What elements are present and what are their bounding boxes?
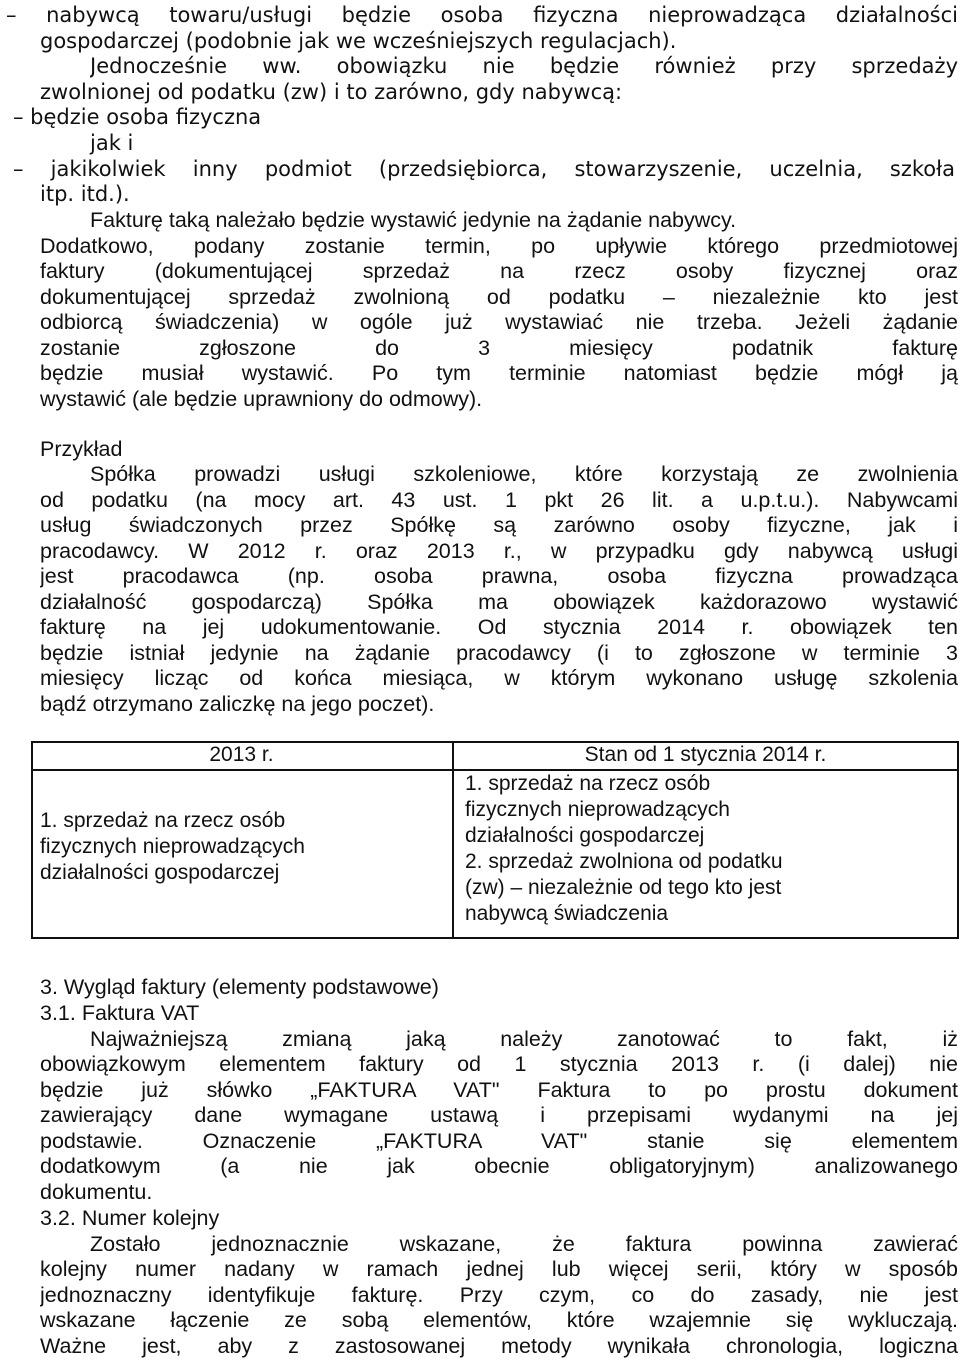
table-cell-line: działalności gospodarczej — [465, 824, 705, 847]
text-line: itp. itd.). — [40, 182, 130, 206]
table-cell-line: 1. sprzedaż na rzecz osób — [40, 809, 286, 832]
text-line: od podatku (na mocy art. 43 ust. 1 pkt 26 lit. a u.p.t.u.). Nabywcami — [40, 488, 958, 512]
text-line: Dodatkowo, podany zostanie termin, po upływie którego przedmiotowej — [40, 234, 958, 258]
list-item: – jakikolwiek inny podmiot (przedsiębiorca, stowarzyszenie, uczelnia, szkoła — [13, 157, 955, 181]
text-line: będzie musiał wystawić. Po tym terminie natomiast będzie mógł ją — [40, 361, 958, 385]
text-line: dodatkowym (a nie jak obecnie obligatoryjnym) analizowanego — [40, 1154, 958, 1178]
text-line: Fakturę taką należało będzie wystawić jedynie na żądanie nabywcy. — [90, 208, 737, 232]
text-line: gospodarczej (podobnie jak we wcześniejszych regulacjach). — [40, 29, 677, 53]
text-line: jest pracodawca (np. osoba prawna, osoba fizyczna prowadząca — [40, 564, 958, 588]
text-line: zostanie zgłoszone do 3 miesięcy podatnik fakturę — [40, 336, 958, 360]
text-line: bądź otrzymano zaliczkę na jego poczet). — [40, 692, 435, 716]
table-cell-line: 1. sprzedaż na rzecz osób — [465, 772, 711, 795]
text-line: faktury (dokumentującej sprzedaż na rzecz osoby fizycznej oraz — [40, 259, 958, 283]
text-line: działalność gospodarczą) Spółka ma obowiązek każdorazowo wystawić — [40, 590, 958, 614]
table-cell-line: fizycznych nieprowadzących — [40, 835, 305, 858]
text-line: dokumentu. — [40, 1180, 153, 1204]
text-line: zawierający dane wymagane ustawą i przepisami wydanymi na jej — [40, 1103, 958, 1127]
text-line: pracodawcy. W 2012 r. oraz 2013 r., w przypadku gdy nabywcą usługi — [40, 539, 958, 563]
table-header-2013: 2013 r. — [209, 743, 274, 766]
table-cell-line: 2. sprzedaż zwolniona od podatku — [465, 850, 783, 873]
text-line: wskazane łączenie ze sobą elementów, które wzajemnie się wykluczają. — [40, 1308, 958, 1332]
text-line: jak i — [90, 131, 134, 155]
text-line: dokumentującej sprzedaż zwolnioną od podatku – niezależnie kto jest — [40, 285, 958, 309]
text-line: miesięcy licząc od końca miesiąca, w którym wykonano usługę szkolenia — [40, 666, 958, 690]
text-line: podstawie. Oznaczenie „FAKTURA VAT" stanie się elementem — [40, 1129, 958, 1153]
table-border-left — [31, 741, 33, 939]
subsection-heading: 3.1. Faktura VAT — [40, 1001, 200, 1025]
comparison-table — [31, 741, 959, 939]
text-line: Najważniejszą zmianą jaką należy zanotować to fakt, iż — [90, 1027, 958, 1051]
table-column-divider — [452, 741, 454, 939]
text-line: wystawić (ale będzie uprawniony do odmowy). — [40, 387, 483, 411]
text-line: – nabywcą towaru/usługi będzie osoba fizyczna nieprowadząca działalności — [6, 3, 958, 27]
table-header-2014: Stan od 1 stycznia 2014 r. — [584, 743, 827, 766]
text-line: usług świadczonych przez Spółkę są zarówno osoby fizyczne, jak i — [40, 513, 958, 537]
text-line: będzie istniał jedynie na żądanie pracodawcy (i to zgłoszone w terminie 3 — [40, 641, 958, 665]
section-heading: 3. Wygląd faktury (elementy podstawowe) — [40, 975, 439, 999]
table-cell-line: działalności gospodarczej — [40, 861, 280, 884]
subsection-heading: 3.2. Numer kolejny — [40, 1206, 220, 1230]
table-border-right — [957, 741, 959, 939]
text-line: kolejny numer nadany w ramach jednej lub więcej serii, który w sposób — [40, 1257, 958, 1281]
text-line: Spółka prowadzi usługi szkoleniowe, które korzystają ze zwolnienia — [90, 462, 958, 486]
text-line: Ważne jest, aby z zastosowanej metody wynikała chronologia, logiczna — [40, 1334, 958, 1358]
table-cell-line: nabywcą świadczenia — [465, 902, 669, 925]
text-line: jednoznaczny identyfikuje fakturę. Przy czym, co do zasady, nie jest — [40, 1283, 958, 1307]
list-item: – będzie osoba fizyczna — [13, 105, 262, 129]
table-cell-line: fizycznych nieprowadzących — [465, 798, 730, 821]
text-line: fakturę na jej udokumentowanie. Od stycznia 2014 r. obowiązek ten — [40, 615, 958, 639]
text-line: zwolnionej od podatku (zw) i to zarówno, gdy nabywcą: — [40, 80, 623, 104]
table-border-bottom — [31, 937, 959, 939]
text-line: odbiorcą świadczenia) w ogóle już wystawiać nie trzeba. Jeżeli żądanie — [40, 310, 958, 334]
text-line: obowiązkowym elementem faktury od 1 stycznia 2013 r. (i dalej) nie — [40, 1052, 958, 1076]
example-heading: Przykład — [40, 437, 123, 461]
text-line: będzie już słówko „FAKTURA VAT" Faktura to po prostu dokument — [40, 1078, 958, 1102]
text-line: Zostało jednoznacznie wskazane, że faktura powinna zawierać — [90, 1232, 958, 1256]
table-cell-line: (zw) – niezależnie od tego kto jest — [465, 876, 782, 899]
text-line: Jednocześnie ww. obowiązku nie będzie również przy sprzedaży — [90, 54, 958, 78]
